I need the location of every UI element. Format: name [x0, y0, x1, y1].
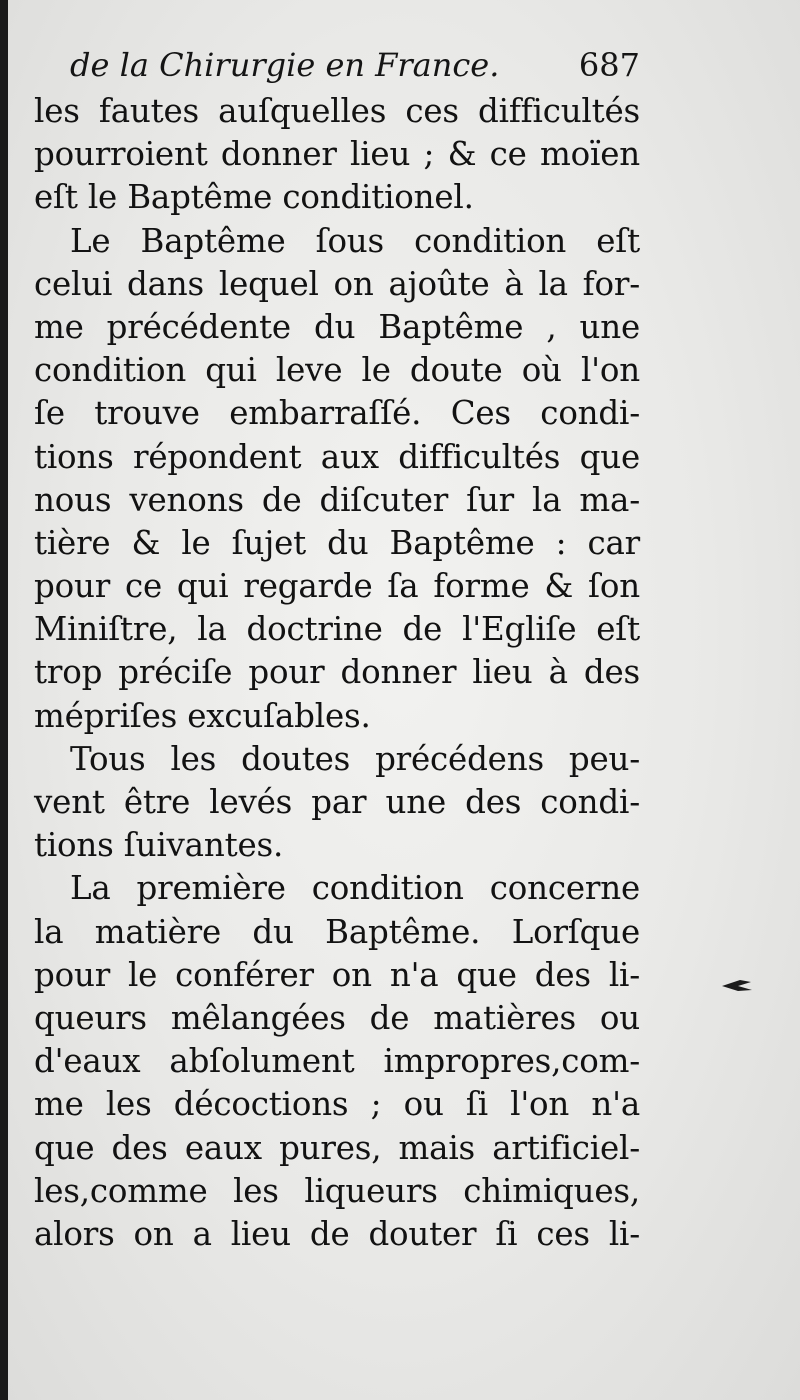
text-line: pour ce qui regarde ſa forme & ſon	[34, 567, 640, 606]
text-line: nous venons de diſcuter ſur la ma-	[34, 480, 640, 519]
text-line: Le Baptême ſous condition eſt	[70, 221, 640, 260]
page-left-edge	[0, 0, 8, 1400]
text-line: me les décoctions ; ou ſi l'on n'a	[34, 1085, 640, 1124]
text-line: trop préciſe pour donner lieu à des	[34, 653, 640, 692]
text-line: pour le conférer on n'a que des li-	[34, 955, 640, 994]
body-text	[34, 90, 640, 1256]
page-number: 687	[578, 46, 640, 84]
text-line: celui dans lequel on ajoûte à la for-	[34, 264, 640, 303]
text-line: la matière du Baptême. Lorſque	[34, 912, 640, 951]
running-title: de la Chirurgie en France.	[70, 46, 500, 84]
text-line: La première condition concerne	[70, 869, 640, 908]
text-line: pourroient donner lieu ; & ce moïen	[34, 135, 640, 174]
text-line: queurs mêlangées de matières ou	[34, 998, 640, 1037]
text-line: me précédente du Baptême , une	[34, 307, 640, 346]
text-line: ſe trouve embarraſſé. Ces condi-	[34, 394, 640, 433]
text-line: tions ſuivantes.	[34, 826, 284, 865]
text-line: les fautes auſquelles ces difficultés	[34, 92, 640, 130]
text-line: alors on a lieu de douter ſi ces li-	[34, 1214, 640, 1253]
text-line: condition qui leve le doute où l'on	[34, 351, 640, 390]
text-line: que des eaux pures, mais artificiel-	[34, 1128, 640, 1167]
text-line: eſt le Baptême conditionel.	[34, 178, 474, 217]
text-line: tière & le ſujet du Baptême : car	[34, 523, 640, 562]
text-line: tions répondent aux difficultés que	[34, 437, 640, 476]
text-line: vent être levés par une des condi-	[34, 783, 640, 821]
text-line: d'eaux abſolument impropres,com-	[34, 1042, 640, 1081]
page-header	[70, 38, 640, 92]
text-line: Tous les doutes précédens peu-	[70, 739, 640, 778]
text-line: Miniſtre, la doctrine de l'Egliſe eſt	[34, 610, 640, 649]
text-line: mépriſes excuſables.	[34, 696, 371, 735]
text-line: les,comme les liqueurs chimiques,	[34, 1171, 640, 1210]
margin-mark-icon	[720, 972, 754, 1002]
